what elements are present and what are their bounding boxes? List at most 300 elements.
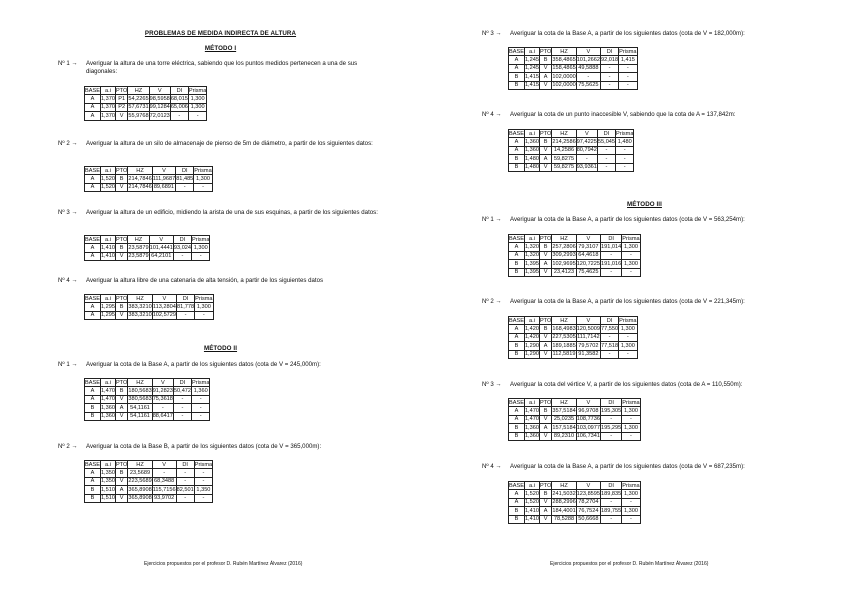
table-cell: 54,2265 bbox=[128, 96, 149, 103]
problem-left-2 bbox=[58, 140, 383, 148]
table-cell: 357,5184 bbox=[552, 408, 576, 415]
table-header-cell: HZ bbox=[552, 48, 576, 56]
table-cell: 1,290 bbox=[524, 342, 539, 349]
table-cell: 358,4865 bbox=[552, 57, 576, 64]
table-row bbox=[509, 64, 638, 72]
table-cell: A bbox=[539, 260, 551, 268]
table-cell: A bbox=[509, 146, 525, 154]
table-header-cell: Prisma bbox=[622, 235, 640, 242]
table-cell: V bbox=[115, 494, 127, 502]
table-cell: 75,4625 bbox=[576, 268, 600, 276]
table-cell: 1,415 bbox=[619, 56, 637, 64]
table-cell: B bbox=[85, 494, 101, 502]
table-cell: - bbox=[619, 350, 637, 358]
table-cell: 1,520 bbox=[524, 499, 539, 506]
table-cell: 365,8908 bbox=[128, 486, 152, 493]
problem-number: Nº 3 → bbox=[482, 30, 502, 37]
table-cell: 78,5288 bbox=[552, 515, 576, 523]
table-cell: A bbox=[85, 112, 101, 120]
table-cell: 89,2310 bbox=[552, 432, 576, 440]
table-row bbox=[509, 432, 641, 440]
table-header-cell: V bbox=[152, 379, 173, 387]
table-header-cell: a.i bbox=[100, 87, 115, 95]
table-cell: 1,410 bbox=[524, 507, 539, 514]
table-cell: 111,9687 bbox=[152, 176, 176, 183]
table-cell: 195,295 bbox=[601, 424, 622, 431]
problem-text: Averiguar la cota de un punto inaccesible V, sabiendo que la cota de A = 137,842m: bbox=[510, 111, 736, 118]
table-cell: - bbox=[601, 64, 619, 72]
table-header-row bbox=[509, 482, 641, 490]
table-cell: 1,470 bbox=[524, 408, 539, 415]
table-cell: 88,6417 bbox=[152, 413, 173, 420]
problem-left-1 bbox=[58, 60, 383, 76]
survey-data-table bbox=[84, 235, 210, 261]
table-row bbox=[509, 415, 641, 423]
table-cell: 1,300 bbox=[622, 507, 640, 515]
table-header-cell: HZ bbox=[128, 295, 152, 303]
table-header-cell: BASE bbox=[509, 399, 524, 406]
table-header-cell: BASE bbox=[509, 48, 524, 55]
table-cell: - bbox=[176, 469, 194, 477]
table-cell: 1,300 bbox=[622, 260, 640, 268]
table-cell: B bbox=[85, 412, 101, 420]
problem-text: Averiguar la cota de la Base B, a partir de los siguientes datos (cota de V = 365,000m): bbox=[86, 443, 322, 450]
table-cell: 1,410 bbox=[100, 253, 115, 260]
table-cell: 1,300 bbox=[188, 103, 206, 111]
table-cell: - bbox=[601, 432, 622, 440]
table-cell: 1,370 bbox=[100, 96, 115, 103]
table-row bbox=[509, 268, 641, 276]
table-cell: 25,0235 bbox=[552, 415, 576, 423]
table-cell: - bbox=[195, 311, 213, 319]
table-cell: - bbox=[152, 404, 173, 412]
problem-number: Nº 4 → bbox=[58, 277, 78, 284]
table-header-row bbox=[85, 379, 210, 387]
table-cell: A bbox=[85, 477, 101, 485]
table-cell: P2 bbox=[115, 103, 127, 111]
table-cell: - bbox=[576, 155, 597, 163]
table-cell: A bbox=[509, 407, 525, 415]
table-cell: 93,024 bbox=[173, 245, 192, 252]
table-cell: 1,300 bbox=[188, 95, 206, 103]
table-cell: A bbox=[509, 251, 525, 259]
table-header-cell: a.i bbox=[524, 482, 539, 490]
table-cell: - bbox=[177, 311, 195, 319]
problem-text: Averiguar la altura de un silo de almacenaje de pienso de 5m de diámetro, a partir de los siguientes datos: bbox=[86, 140, 373, 147]
table-cell: A bbox=[509, 64, 525, 72]
problem-right-2 bbox=[482, 111, 807, 119]
problem-right-6 bbox=[482, 463, 807, 471]
table-row bbox=[509, 155, 634, 163]
table-cell: 1,360 bbox=[524, 424, 539, 431]
table-cell: - bbox=[601, 81, 619, 89]
table-header-cell: BASE bbox=[509, 235, 524, 242]
table-row bbox=[509, 350, 638, 358]
table-cell: 97,4225 bbox=[576, 139, 597, 146]
table-cell: - bbox=[601, 350, 619, 358]
table-cell: 115,7156 bbox=[152, 486, 176, 493]
table-cell: - bbox=[619, 333, 637, 341]
table-cell: 1,360 bbox=[192, 387, 210, 395]
table-row bbox=[509, 56, 638, 64]
table-cell: - bbox=[194, 494, 212, 502]
table-header-row bbox=[85, 236, 210, 244]
problem-number: Nº 2 → bbox=[482, 298, 502, 305]
table-cell: 1,300 bbox=[192, 244, 210, 252]
table-cell: - bbox=[622, 432, 640, 440]
table-row bbox=[509, 243, 641, 251]
table-cell: 78,2704 bbox=[576, 498, 600, 506]
table-cell: 113,2804 bbox=[152, 304, 176, 311]
table-header-cell: DI bbox=[597, 130, 615, 138]
table-header-cell: V bbox=[576, 235, 600, 243]
table-cell: 1,300 bbox=[622, 490, 640, 498]
table-cell: - bbox=[622, 415, 640, 423]
table-cell: 189,755 bbox=[601, 507, 622, 514]
table-cell: - bbox=[176, 477, 194, 485]
table-cell: A bbox=[85, 244, 101, 252]
table-header-cell: a.i bbox=[100, 461, 115, 469]
table-row bbox=[85, 244, 210, 252]
problem-text: Averiguar la cota de la Base A, a partir de los siguientes datos (cota de V = 687,235m): bbox=[510, 463, 745, 470]
table-cell: - bbox=[176, 494, 194, 502]
table-cell: B bbox=[115, 303, 127, 311]
table-cell: 91,3582 bbox=[576, 350, 600, 358]
table-cell: 64,2101 bbox=[149, 252, 173, 260]
problem-text: Averiguar la altura de un edificio, midiendo la arista de una de sus esquinas, a partir de los siguientes datos: bbox=[86, 209, 378, 216]
table-cell: A bbox=[539, 155, 551, 163]
table-cell: 214,7846 bbox=[128, 176, 152, 183]
table-cell: A bbox=[509, 415, 525, 423]
table-header-cell: PTO bbox=[539, 235, 552, 242]
table-cell: 76,7524 bbox=[576, 507, 600, 515]
table-header-cell: BASE bbox=[509, 482, 524, 489]
method-3-heading: MÉTODO III bbox=[627, 201, 662, 208]
table-cell: A bbox=[115, 404, 127, 412]
table-cell: 1,520 bbox=[100, 176, 115, 183]
table-cell: - bbox=[601, 515, 622, 523]
table-header-cell: BASE bbox=[85, 87, 100, 94]
table-cell: - bbox=[597, 155, 615, 163]
problem-number: Nº 2 → bbox=[58, 140, 78, 147]
table-row bbox=[509, 515, 641, 523]
table-row bbox=[85, 469, 213, 477]
table-cell: 288,2996 bbox=[552, 499, 576, 506]
table-cell: V bbox=[115, 112, 127, 120]
table-cell: 1,290 bbox=[524, 351, 539, 358]
table-cell: 79,3107 bbox=[576, 243, 600, 251]
table-row bbox=[509, 424, 641, 432]
table-cell: B bbox=[539, 407, 551, 415]
table-header-cell: DI bbox=[601, 482, 622, 490]
table-header-cell: DI bbox=[601, 317, 619, 325]
table-cell: - bbox=[194, 477, 212, 485]
table-header-row bbox=[85, 295, 214, 303]
table-cell: - bbox=[622, 251, 640, 259]
table-cell: 120,5009 bbox=[576, 326, 601, 333]
table-row bbox=[509, 342, 638, 350]
problem-text: Averiguar la cota de la Base A, a partir de los siguientes datos (cota de V = 182,000m): bbox=[510, 30, 745, 37]
table-header-cell: V bbox=[576, 48, 600, 56]
table-cell: 93,9702 bbox=[154, 495, 175, 502]
table-cell: B bbox=[509, 155, 525, 163]
table-cell: - bbox=[616, 163, 634, 171]
table-cell: - bbox=[622, 515, 640, 523]
table-cell: A bbox=[85, 252, 101, 260]
table-cell: B bbox=[115, 244, 127, 252]
table-cell: 1,415 bbox=[524, 73, 539, 80]
table-cell: 81,485 bbox=[176, 176, 194, 183]
table-cell: - bbox=[173, 252, 191, 260]
table-row bbox=[509, 325, 638, 333]
table-cell: 92,018 bbox=[601, 57, 619, 64]
table-cell: 64,4618 bbox=[576, 251, 600, 259]
table-cell: - bbox=[192, 252, 210, 260]
table-cell: 195,305 bbox=[601, 408, 622, 415]
table-cell: 54,1161 bbox=[128, 412, 152, 420]
table-cell: - bbox=[576, 73, 600, 81]
table-row bbox=[509, 260, 641, 268]
table-header-cell: a.i bbox=[100, 167, 115, 175]
table-cell: 1,350 bbox=[100, 470, 115, 477]
survey-data-table bbox=[508, 47, 638, 90]
table-cell: 98,5958 bbox=[149, 96, 170, 103]
table-header-cell: a.i bbox=[524, 399, 539, 407]
table-cell: B bbox=[539, 325, 551, 333]
table-cell: B bbox=[539, 138, 551, 146]
table-header-cell: DI bbox=[176, 167, 194, 175]
table-cell: A bbox=[509, 243, 525, 251]
table-cell: - bbox=[192, 412, 210, 420]
table-cell: A bbox=[509, 333, 525, 341]
table-cell: A bbox=[85, 95, 101, 103]
table-cell: 1,410 bbox=[524, 516, 539, 523]
table-cell: A bbox=[539, 424, 551, 432]
table-cell: 81,778 bbox=[177, 304, 195, 311]
table-row bbox=[85, 311, 214, 319]
table-cell: 72,0123 bbox=[149, 112, 170, 119]
table-cell: B bbox=[115, 175, 127, 183]
table-header-cell: a.i bbox=[524, 130, 539, 138]
table-cell: 1,360 bbox=[524, 139, 539, 146]
table-header-cell: Prisma bbox=[619, 48, 637, 55]
table-header-cell: Prisma bbox=[188, 87, 207, 94]
table-cell: A bbox=[85, 395, 101, 403]
problem-number: Nº 1 → bbox=[482, 216, 502, 223]
table-cell: 80,7942 bbox=[576, 147, 597, 154]
table-cell: 112,5819 bbox=[552, 351, 576, 358]
table-row bbox=[85, 183, 213, 191]
table-header-cell: BASE bbox=[85, 379, 100, 386]
table-cell: - bbox=[601, 73, 619, 81]
table-cell: B bbox=[85, 404, 101, 412]
problem-left-5 bbox=[58, 361, 383, 369]
table-cell: 1,360 bbox=[524, 433, 539, 440]
table-cell: - bbox=[170, 112, 188, 120]
table-cell: 184,4001 bbox=[552, 507, 576, 514]
table-header-cell: DI bbox=[177, 295, 195, 303]
table-cell: 241,5032 bbox=[552, 491, 576, 498]
table-header-cell: PTO bbox=[539, 48, 552, 55]
table-row bbox=[509, 407, 641, 415]
table-cell: 55,045 bbox=[597, 139, 616, 146]
table-cell: 1,510 bbox=[100, 495, 115, 502]
table-cell: 77,550 bbox=[601, 326, 619, 333]
table-cell: - bbox=[601, 333, 619, 341]
table-cell: P1 bbox=[115, 95, 127, 103]
table-row bbox=[509, 251, 641, 259]
table-cell: 1,470 bbox=[100, 388, 115, 395]
footer: Ejercicios propuestos por el profesor D. Rubén Martínez Álvarez (2016) bbox=[550, 561, 709, 567]
table-cell: V bbox=[539, 146, 551, 154]
table-cell: A bbox=[85, 469, 101, 477]
table-header-cell: a.i bbox=[100, 295, 115, 303]
table-cell: 1,300 bbox=[619, 325, 637, 333]
table-cell: 1,370 bbox=[100, 104, 115, 111]
table-header-cell: V bbox=[152, 295, 176, 303]
table-header-cell: BASE bbox=[85, 295, 100, 302]
table-row bbox=[85, 486, 213, 494]
table-row bbox=[509, 163, 634, 171]
table-cell: 1,480 bbox=[616, 138, 634, 146]
table-cell: 223,5689 bbox=[128, 478, 152, 485]
table-header-cell: Prisma bbox=[194, 167, 212, 174]
table-row bbox=[85, 387, 210, 395]
table-header-cell: PTO bbox=[115, 87, 128, 94]
problem-text: Averiguar la altura de una torre eléctrica, sabiendo que los puntos medidos pertenecen a una de sus diagonales: bbox=[86, 60, 358, 75]
table-header-cell: PTO bbox=[115, 461, 128, 468]
table-cell: V bbox=[539, 268, 551, 276]
table-header-cell: V bbox=[576, 130, 597, 138]
table-header-cell: PTO bbox=[115, 236, 128, 243]
table-cell: 102,9695 bbox=[552, 260, 576, 267]
table-cell: 123,8595 bbox=[576, 491, 601, 498]
table-header-cell: PTO bbox=[115, 167, 128, 174]
table-header-cell: HZ bbox=[128, 236, 149, 244]
table-header-cell: Prisma bbox=[619, 317, 637, 324]
table-cell: - bbox=[597, 163, 615, 171]
table-cell: 49,5888 bbox=[576, 64, 600, 72]
table-row bbox=[85, 412, 210, 420]
table-cell: 96,9708 bbox=[576, 407, 600, 415]
table-header-cell: BASE bbox=[85, 461, 100, 468]
table-cell: 89,6891 bbox=[153, 184, 175, 191]
problem-text: Averiguar la cota de la Base A, a partir de los siguientes datos (cota de V = 245,000m): bbox=[86, 361, 321, 368]
table-header-cell: PTO bbox=[115, 379, 128, 386]
table-cell: - bbox=[619, 81, 637, 89]
table-cell: 1,300 bbox=[195, 303, 213, 311]
table-cell: - bbox=[622, 498, 640, 506]
table-cell: A bbox=[539, 342, 551, 350]
table-cell: B bbox=[115, 469, 127, 477]
table-cell: B bbox=[509, 342, 525, 350]
table-header-cell: DI bbox=[601, 48, 619, 56]
table-header-cell: a.i bbox=[524, 48, 539, 56]
table-cell: 50,6668 bbox=[576, 515, 600, 523]
table-cell: B bbox=[509, 73, 525, 81]
table-cell: A bbox=[509, 138, 525, 146]
table-cell: - bbox=[173, 412, 191, 420]
table-cell: V bbox=[539, 350, 551, 358]
table-cell: 1,520 bbox=[524, 491, 539, 498]
table-header-cell: HZ bbox=[128, 461, 152, 469]
table-cell: 68,3488 bbox=[154, 478, 175, 485]
table-header-row bbox=[509, 48, 638, 56]
table-cell: 168,4983 bbox=[552, 326, 576, 333]
problem-text: Averiguar la cota del vértice V, a partir de los siguientes datos (cota de A = 110,550m): bbox=[510, 381, 743, 388]
table-cell: 1,295 bbox=[100, 304, 115, 311]
table-header-row bbox=[509, 130, 634, 138]
table-cell: V bbox=[539, 515, 551, 523]
table-header-cell: HZ bbox=[552, 399, 576, 407]
table-header-cell: V bbox=[576, 482, 600, 490]
table-cell: 101,2662 bbox=[576, 57, 601, 64]
table-cell: - bbox=[601, 251, 622, 259]
table-row bbox=[85, 103, 207, 111]
table-row bbox=[509, 333, 638, 341]
table-header-cell: a.i bbox=[100, 236, 115, 244]
table-cell: - bbox=[192, 404, 210, 412]
table-cell: 1,395 bbox=[524, 260, 539, 267]
table-header-cell: Prisma bbox=[194, 461, 213, 468]
table-header-cell: HZ bbox=[552, 130, 576, 138]
problem-number: Nº 4 → bbox=[482, 463, 502, 470]
table-cell: 1,520 bbox=[100, 184, 115, 191]
table-header-cell: BASE bbox=[85, 167, 100, 174]
table-header-row bbox=[509, 317, 638, 325]
table-header-cell: HZ bbox=[128, 167, 152, 175]
table-cell: - bbox=[152, 469, 176, 477]
method-1-heading: MÉTODO I bbox=[204, 45, 237, 52]
table-header-cell: Prisma bbox=[622, 399, 640, 406]
survey-data-table bbox=[508, 316, 638, 359]
table-header-cell: a.i bbox=[524, 317, 539, 325]
table-cell: 158,4865 bbox=[552, 65, 576, 72]
table-cell: - bbox=[601, 268, 622, 276]
table-cell: 180,5683 bbox=[128, 388, 152, 395]
table-cell: 1,245 bbox=[524, 65, 539, 72]
table-header-cell: BASE bbox=[509, 317, 524, 324]
problem-right-3 bbox=[482, 216, 807, 224]
table-cell: 59,8275 bbox=[552, 163, 576, 171]
table-cell: A bbox=[509, 56, 525, 64]
table-cell: B bbox=[509, 424, 525, 432]
table-row bbox=[85, 95, 207, 103]
table-cell: 1,360 bbox=[100, 413, 115, 420]
table-header-cell: BASE bbox=[509, 130, 524, 137]
table-cell: V bbox=[115, 412, 127, 420]
table-cell: 1,245 bbox=[524, 57, 539, 64]
table-cell: 14,2586 bbox=[552, 146, 576, 154]
table-cell: B bbox=[509, 81, 525, 89]
table-header-cell: DI bbox=[601, 235, 622, 243]
table-cell: 103,0977 bbox=[576, 424, 601, 431]
problem-number: Nº 3 → bbox=[58, 209, 78, 216]
table-cell: 1,360 bbox=[100, 404, 115, 411]
table-cell: V bbox=[115, 252, 127, 260]
table-cell: V bbox=[539, 498, 551, 506]
problem-right-4 bbox=[482, 298, 807, 306]
table-cell: 50,472 bbox=[173, 388, 192, 395]
table-header-cell: Prisma bbox=[622, 482, 640, 489]
table-header-cell: PTO bbox=[115, 295, 128, 302]
table-cell: 1,300 bbox=[622, 407, 640, 415]
table-cell: 108,7736 bbox=[576, 416, 601, 423]
table-cell: B bbox=[509, 268, 525, 276]
table-cell: A bbox=[539, 73, 551, 81]
table-cell: 23,5689 bbox=[128, 469, 152, 477]
table-header-cell: DI bbox=[173, 236, 191, 244]
